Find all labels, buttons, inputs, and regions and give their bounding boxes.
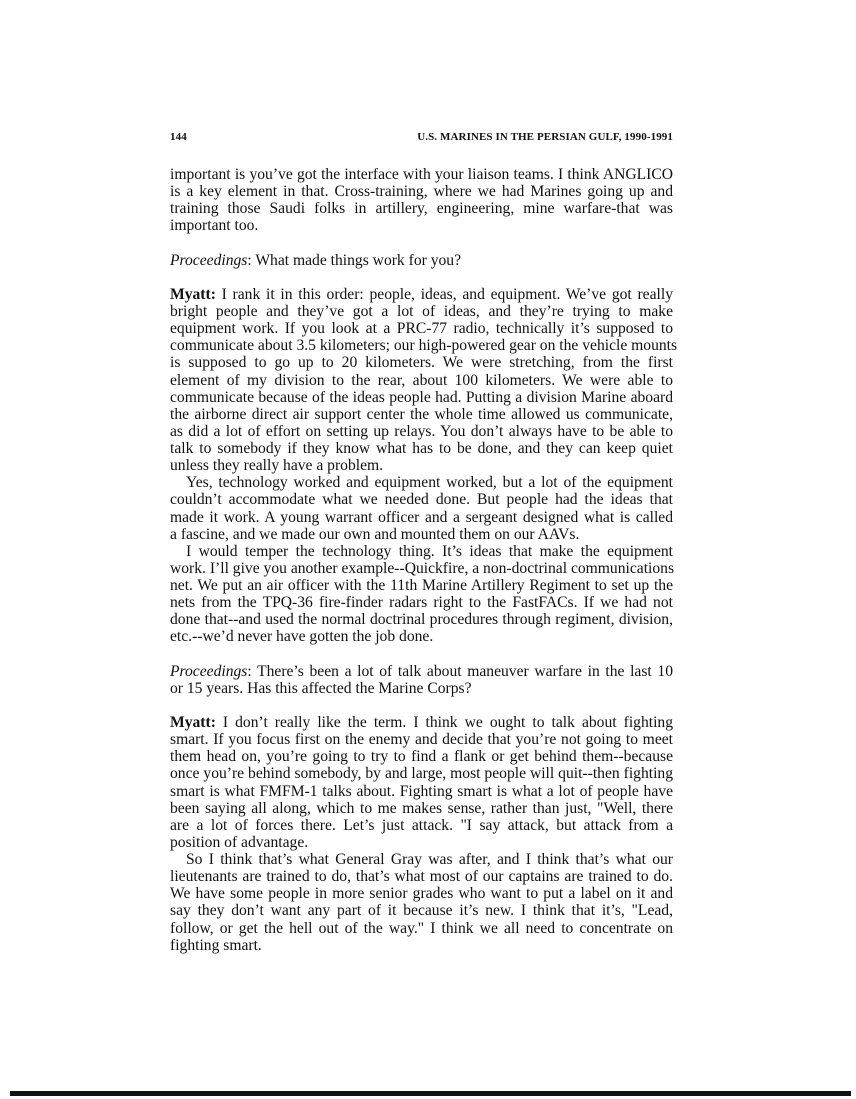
- paragraph: [170, 474, 673, 543]
- line-text: lieutenants are trained to do, that’s what most of our captains are trained to do.: [170, 868, 673, 886]
- line-text: them head on, you’re going to try to find a flank or get behind them--because: [170, 748, 673, 766]
- line-text: Yes, technology worked and equipment worked, but a lot of the equipment: [186, 474, 673, 492]
- text-line: [170, 372, 673, 389]
- text-line: [170, 166, 673, 183]
- line-text: important too.: [170, 217, 259, 235]
- text-line: [170, 217, 673, 234]
- running-title: U.S. MARINES IN THE PERSIAN GULF, 1990-1991: [417, 131, 673, 143]
- line-text: We have some people in more senior grades who want to put a label on it and: [170, 885, 673, 903]
- line-text: bright people and they’ve got a lot of ideas, and they’re trying to make: [170, 303, 673, 320]
- text-line: [170, 800, 673, 817]
- line-text: communicate because of the ideas people had. Putting a division Marine aboard: [170, 388, 673, 406]
- line-text: important is you’ve got the interface with your liaison teams. I think ANGLICO: [170, 166, 673, 183]
- line-text: once you’re behind somebody, by and large, most people will quit--then fighting: [170, 765, 673, 783]
- text-line: [170, 920, 673, 937]
- text-line: [170, 457, 673, 474]
- paragraph: [170, 543, 673, 646]
- text-line: [170, 628, 673, 645]
- text-line: [170, 526, 673, 543]
- dialogue-paragraph: [170, 714, 673, 851]
- speaker-label: Myatt:: [170, 714, 216, 731]
- text-line: [170, 491, 673, 508]
- paragraph-gap: [170, 269, 673, 286]
- text-line: [170, 714, 673, 731]
- paragraph: [170, 851, 673, 954]
- line-text: or 15 years. Has this affected the Marine Corps?: [170, 679, 472, 697]
- line-text: So I think that’s what General Gray was after, and I think that’s what our: [186, 851, 673, 868]
- line-text: smart is what FMFM-1 talks about. Fighting smart is what a lot of people have: [170, 782, 673, 800]
- speaker-label: Myatt:: [170, 285, 216, 303]
- text-line: [170, 594, 673, 611]
- line-text: training those Saudi folks in artillery, engineering, mine warfare-that was: [170, 200, 673, 218]
- line-text: made it work. A young warrant officer and a sergeant designed what is called: [170, 508, 673, 526]
- speaker-label: Proceedings: [170, 662, 248, 680]
- paragraph-gap: [170, 235, 673, 252]
- text-line: [170, 560, 673, 577]
- text-line: [170, 765, 673, 782]
- text-line: [170, 663, 673, 680]
- line-text: net. We put an air officer with the 11th Marine Artillery Regiment to set up the: [170, 577, 673, 594]
- bottom-rule: [10, 1091, 851, 1096]
- text-line: [170, 817, 673, 834]
- text-line: [170, 286, 673, 303]
- dialogue-paragraph: [170, 285, 678, 475]
- line-text: unless they really have a problem.: [170, 457, 384, 475]
- text-line: [170, 440, 673, 457]
- text-line: [170, 252, 673, 269]
- line-text: work. I’ll give you another example--Quickfire, a non-doctrinal communications: [170, 559, 675, 577]
- text-line: [170, 868, 673, 885]
- line-text: is supposed to go up to 20 kilometers. We were stretching, from the first: [170, 354, 673, 372]
- text-line: [170, 183, 673, 200]
- text-line: [170, 834, 673, 851]
- text-line: [170, 389, 673, 406]
- paragraph: [170, 166, 673, 235]
- line-text: follow, or get the hell out of the way." I think we all need to concentrate on: [170, 919, 673, 937]
- text-line: [170, 851, 673, 868]
- text-line: [170, 611, 673, 628]
- text-line: [170, 680, 673, 697]
- line-text: : There’s been a lot of talk about maneuver warfare in the last 10: [247, 662, 673, 680]
- line-text: position of advantage.: [170, 833, 309, 851]
- text-line: [170, 748, 673, 765]
- page-number: 144: [170, 131, 187, 143]
- line-text: say they don’t want any part of it because it’s new. I think that it’s, "Lead,: [170, 902, 673, 920]
- line-text: fighting smart.: [170, 936, 262, 954]
- text-line: [170, 543, 673, 560]
- line-text: element of my division to the rear, about 100 kilometers. We were able to: [170, 371, 673, 389]
- text-line: [170, 509, 673, 526]
- line-text: done that--and used the normal doctrinal procedures through regiment, division,: [170, 611, 673, 629]
- line-text: communicate about 3.5 kilometers; our high-powered gear on the vehicle mounts: [170, 337, 678, 355]
- dialogue-paragraph: [170, 663, 673, 697]
- text-line: [170, 731, 673, 748]
- line-text: as did a lot of effort on setting up relays. You don’t always have to be able to: [170, 422, 673, 440]
- text-line: [170, 337, 678, 355]
- text-line: [170, 885, 673, 902]
- paragraph-gap: [170, 646, 673, 663]
- text-line: [170, 320, 673, 337]
- text-line: [170, 783, 673, 800]
- text-line: [170, 354, 673, 371]
- line-text: are a lot of forces there. Let’s just attack. "I say attack, but attack from a: [170, 816, 673, 834]
- paragraph-gap: [170, 697, 673, 714]
- dialogue-paragraph: [170, 252, 673, 269]
- page-body: [170, 166, 678, 954]
- text-line: [170, 406, 673, 423]
- speaker-label: Proceedings: [170, 251, 248, 269]
- line-text: a fascine, and we made our own and mounted them on our AAVs.: [170, 525, 580, 543]
- line-text: been saying all along, which to me makes sense, rather than just, "Well, there: [170, 799, 673, 817]
- line-text: I don’t really like the term. I think we ought to talk about fighting: [215, 714, 673, 731]
- line-text: is a key element in that. Cross-training, where we had Marines going up and: [170, 183, 673, 201]
- line-text: talk to somebody if they know what has to be done, and they can keep quiet: [170, 440, 673, 457]
- text-line: [170, 937, 673, 954]
- line-text: equipment work. If you look at a PRC-77 radio, technically it’s supposed to: [170, 320, 673, 338]
- line-text: the airborne direct air support center the whole time allowed us communicate,: [170, 405, 673, 423]
- text-line: [170, 902, 673, 919]
- line-text: etc.--we’d never have gotten the job done.: [170, 628, 434, 646]
- line-text: I rank it in this order: people, ideas, and equipment. We’ve got really: [215, 285, 673, 303]
- line-text: I would temper the technology thing. It’s ideas that make the equipment: [186, 542, 673, 560]
- text-line: [170, 474, 673, 491]
- text-line: [170, 577, 673, 594]
- text-line: [170, 303, 673, 320]
- text-line: [170, 423, 673, 440]
- line-text: nets from the TPQ-36 fire-finder radars right to the FastFACs. If we had not: [170, 594, 673, 612]
- line-text: couldn’t accommodate what we needed done. But people had the ideas that: [170, 491, 673, 509]
- line-text: smart. If you focus first on the enemy and decide that you’re not going to meet: [170, 731, 673, 749]
- line-text: : What made things work for you?: [247, 251, 462, 269]
- running-header: [170, 131, 673, 143]
- text-line: [170, 200, 673, 217]
